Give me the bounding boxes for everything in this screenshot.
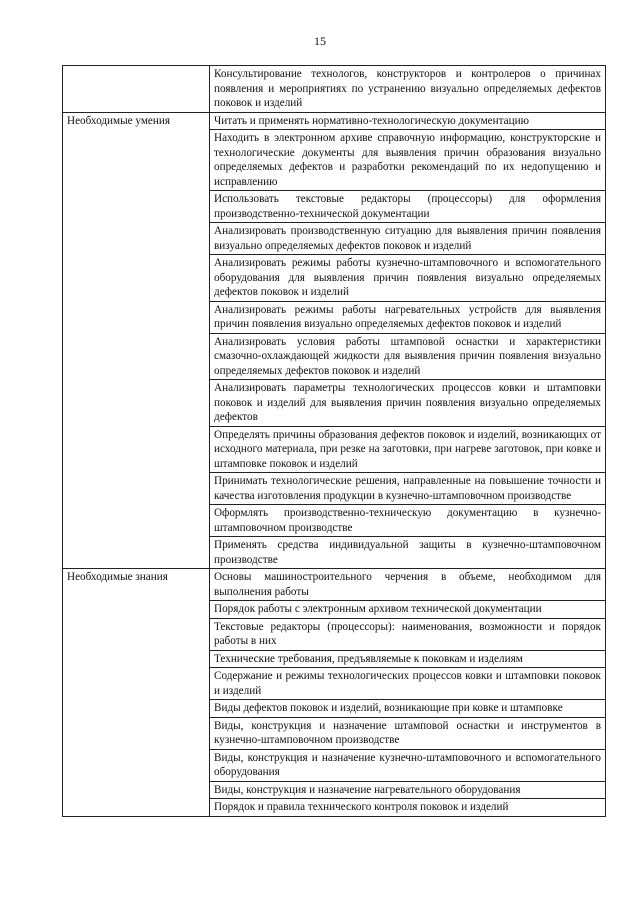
requirement-item-cell: Текстовые редакторы (процессоры): наименования, возможности и порядок работы в них	[210, 618, 606, 650]
requirement-item-cell: Анализировать производственную ситуацию для выявления причин появления визуально определяемых дефектов поковок и изделий	[210, 223, 606, 255]
requirement-item-cell: Основы машиностроительного черчения в объеме, необходимом для выполнения работы	[210, 569, 606, 601]
requirement-item-cell: Использовать текстовые редакторы (процессоры) для оформления производственно-технической документации	[210, 191, 606, 223]
requirement-item-cell: Применять средства индивидуальной защиты в кузнечно-штамповочном производстве	[210, 537, 606, 569]
requirement-item-cell: Оформлять производственно-техническую документацию в кузнечно-штамповочном производстве	[210, 505, 606, 537]
requirement-item-cell: Виды дефектов поковок и изделий, возникающие при ковке и штамповке	[210, 700, 606, 718]
requirement-item-cell: Порядок работы с электронным архивом технической документации	[210, 601, 606, 619]
section-label-cell: Необходимые умения	[63, 112, 210, 569]
requirement-item-cell: Анализировать режимы работы нагревательных устройств для выявления причин появления визуально определяемых дефектов поковок и изделий	[210, 301, 606, 333]
requirement-item-cell: Виды, конструкция и назначение кузнечно-штамповочного и вспомогательного оборудования	[210, 749, 606, 781]
requirement-item-cell: Содержание и режимы технологических процессов ковки и штамповки поковок и изделий	[210, 668, 606, 700]
requirement-item-cell: Принимать технологические решения, направленные на повышение точности и качества изготовления продукции в кузнечно-штамповочном производстве	[210, 473, 606, 505]
requirement-item-cell: Определять причины образования дефектов поковок и изделий, возникающих от исходного материала, при резке на заготовки, при нагреве заготовок, при ковке и штамповке поковок и изделий	[210, 426, 606, 473]
requirement-item-cell: Анализировать параметры технологических процессов ковки и штамповки поковок и изделий для выявления причин появления визуально определяемых дефектов	[210, 380, 606, 427]
table-row	[63, 112, 606, 130]
section-label-cell: Необходимые знания	[63, 569, 210, 817]
requirement-item-cell: Находить в электронном архиве справочную информацию, конструкторские и технологические документы для выявления причин образования визуально определяемых дефектов и разработки рекомендаций по их недопущению и исправлению	[210, 130, 606, 191]
requirement-item-cell: Технические требования, предъявляемые к поковкам и изделиям	[210, 650, 606, 668]
page-number: 15	[314, 34, 326, 48]
requirements-table-body	[63, 66, 606, 817]
requirements-table	[62, 65, 606, 817]
requirement-item-cell: Порядок и правила технического контроля поковок и изделий	[210, 799, 606, 817]
table-row	[63, 569, 606, 601]
requirement-item-cell: Консультирование технологов, конструкторов и контролеров о причинах появления и мероприятиях по устранению визуально определяемых дефектов поковок и изделий	[210, 66, 606, 113]
requirement-item-cell: Анализировать режимы работы кузнечно-штамповочного и вспомогательного оборудования для выявления причин появления визуально определяемых дефектов поковок и изделий	[210, 255, 606, 302]
requirement-item-cell: Читать и применять нормативно-технологическую документацию	[210, 112, 606, 130]
section-label-cell	[63, 66, 210, 113]
requirement-item-cell: Виды, конструкция и назначение штамповой оснастки и инструментов в кузнечно-штамповочном производстве	[210, 717, 606, 749]
requirement-item-cell: Виды, конструкция и назначение нагревательного оборудования	[210, 781, 606, 799]
table-row	[63, 66, 606, 113]
requirement-item-cell: Анализировать условия работы штамповой оснастки и характеристики смазочно-охлаждающей жидкости для выявления причин появления визуально определяемых дефектов поковок и изделий	[210, 333, 606, 380]
